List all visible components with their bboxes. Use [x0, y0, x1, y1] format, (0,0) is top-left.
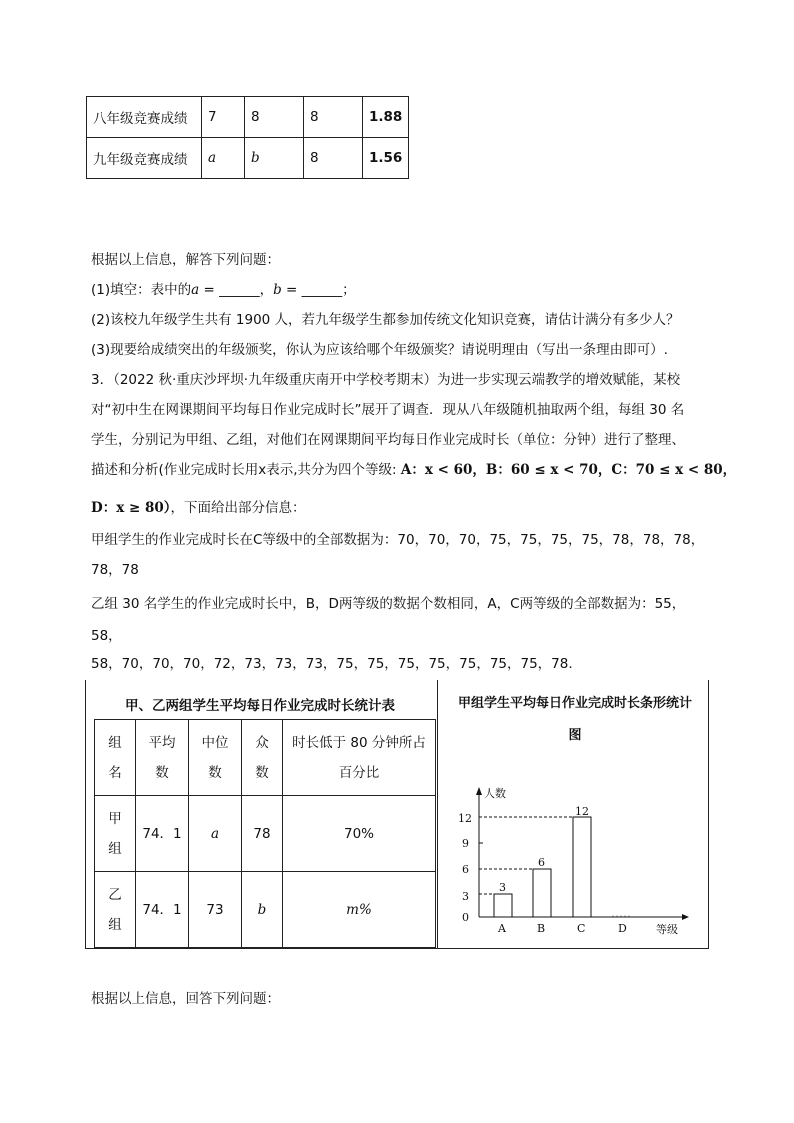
row-label: 九年级竞赛成绩 [87, 138, 202, 179]
question-3-line: 3．（2022 秋·重庆沙坪坝·九年级重庆南开中学校考期末）为进一步实现云端教学的增效赋能，某校 [91, 372, 681, 388]
group-name-line: 组 [108, 840, 122, 857]
column-header [189, 720, 242, 796]
bar-value-label: 3 [499, 881, 506, 894]
table-row [87, 97, 409, 138]
question-3-line: 乙组 30 名学生的作业完成时长中，B，D两等级的数据个数相同，A，C两等级的全部数据为：55， [91, 596, 686, 612]
var-a: a [191, 282, 200, 298]
header-line: 数 [208, 764, 222, 781]
table-header-row [95, 720, 436, 796]
text: ， [259, 282, 274, 298]
mean-cell: 74．1 [136, 796, 189, 872]
y-tick-label: 12 [458, 812, 472, 825]
question-3-line [91, 499, 306, 517]
cell: 8 [245, 97, 304, 138]
grade-range-d: D：x ≥ 80） [91, 500, 171, 516]
header-line: 数 [255, 764, 269, 781]
text: ，下面给出部分信息： [170, 500, 306, 516]
median-cell: 73 [189, 872, 242, 948]
question-part-2: (2)该校九年级学生共有 1900 人，若九年级学生都参加传统文化知识竞赛，请估计满分有多少人？ [91, 312, 680, 328]
cell: 1.88 [363, 97, 409, 138]
stats-table [94, 719, 436, 948]
header-line: 数 [155, 764, 169, 781]
cell: 8 [304, 97, 363, 138]
column-header [283, 720, 436, 796]
cell: 7 [202, 97, 245, 138]
answer-blank: ______ [219, 282, 260, 298]
question-intro: 根据以上信息，解答下列问题： [91, 252, 280, 268]
divider [437, 680, 438, 949]
cell: 1.56 [363, 138, 409, 179]
cell: 8 [304, 138, 363, 179]
column-header [95, 720, 136, 796]
question-3-line: 58，70，70，70，72，73，73，73，75，75，75，75，75，75，75，78. [91, 656, 573, 672]
bar-value-label: 12 [575, 805, 589, 818]
text: 描述和分析(作业完成时长用x表示,共分为四个等级: [91, 462, 397, 478]
score-table [86, 96, 409, 179]
header-line: 平均 [148, 734, 176, 751]
column-header [242, 720, 283, 796]
group-name-line: 乙 [108, 886, 122, 903]
chart-title-line: 图 [568, 728, 582, 743]
mode-cell: 78 [242, 796, 283, 872]
y-tick-label: 3 [462, 890, 469, 903]
grade-ranges: A：x < 60，B：60 ≤ x < 70，C：70 ≤ x < 80， [400, 462, 737, 478]
stats-table-title: 甲、乙两组学生平均每日作业完成时长统计表 [125, 698, 395, 714]
group-name-line: 甲 [108, 810, 122, 827]
text: (1)填空：表中的 [91, 282, 192, 298]
group-name [95, 872, 136, 948]
question-3-line: 78，78 [91, 562, 139, 578]
header-line: 名 [108, 764, 122, 781]
header-line: 中位 [201, 734, 229, 751]
cell: b [245, 138, 304, 179]
question-3-line: 甲组学生的作业完成时长在C等级中的全部数据为：70，70，70，75，75，75，75，78，78，78， [91, 532, 705, 548]
table-row [87, 138, 409, 179]
header-line: 众 [255, 734, 269, 751]
text: ； [342, 282, 356, 298]
x-tick-label: A [498, 922, 506, 935]
table-row [95, 872, 436, 948]
question-3-line [91, 461, 736, 479]
var-b: b [273, 282, 282, 298]
question-part-3: (3)现要给成绩突出的年级颁奖，你认为应该给哪个年级颁奖？请说明理由（写出一条理由即可）. [91, 342, 668, 358]
question-3-line: 学生，分别记为甲组、乙组，对他们在网课期间平均每日作业完成时长（单位：分钟）进行了整理、 [91, 432, 685, 448]
bar-a [494, 894, 512, 917]
bar-c [573, 817, 591, 917]
x-axis-arrow-icon [682, 914, 689, 920]
question-3-line: 对“初中生在网课期间平均每日作业完成时长”展开了调查．现从八年级随机抽取两个组，每组 30 名 [91, 402, 685, 418]
mean-cell: 74．1 [136, 872, 189, 948]
x-axis-title: 等级 [656, 923, 678, 936]
text: = [281, 282, 302, 298]
group-name-line: 组 [108, 916, 122, 933]
bar-b [533, 869, 551, 917]
header-line: 时长低于 80 分钟所占 [292, 734, 426, 751]
bar-value-label: 6 [538, 856, 545, 869]
y-tick-label: 9 [462, 837, 469, 850]
y-tick-label: 0 [462, 911, 469, 924]
bar-chart [440, 775, 710, 950]
question-part-1 [91, 281, 356, 299]
answer-blank: ______ [301, 282, 343, 298]
header-line: 百分比 [338, 764, 380, 781]
cell: a [202, 138, 245, 179]
percent-cell: m% [283, 872, 436, 948]
x-tick-label: B [537, 922, 546, 935]
chart-title [440, 688, 710, 752]
header-line: 组 [108, 734, 122, 751]
chart-title-line: 甲组学生平均每日作业完成时长条形统计 [457, 696, 692, 711]
y-axis-title: 人数 [484, 787, 506, 800]
table-row [95, 796, 436, 872]
y-axis-arrow-icon [476, 787, 482, 795]
median-cell: a [189, 796, 242, 872]
y-tick-label: 6 [462, 863, 469, 876]
x-tick-label: C [577, 922, 586, 935]
text: = [199, 282, 220, 298]
follow-up-prompt: 根据以上信息，回答下列问题： [91, 991, 280, 1007]
mode-cell: b [242, 872, 283, 948]
row-label: 八年级竞赛成绩 [87, 97, 202, 138]
group-name [95, 796, 136, 872]
x-tick-label: D [618, 922, 627, 935]
column-header [136, 720, 189, 796]
percent-cell: 70% [283, 796, 436, 872]
question-3-line: 58， [91, 628, 122, 644]
